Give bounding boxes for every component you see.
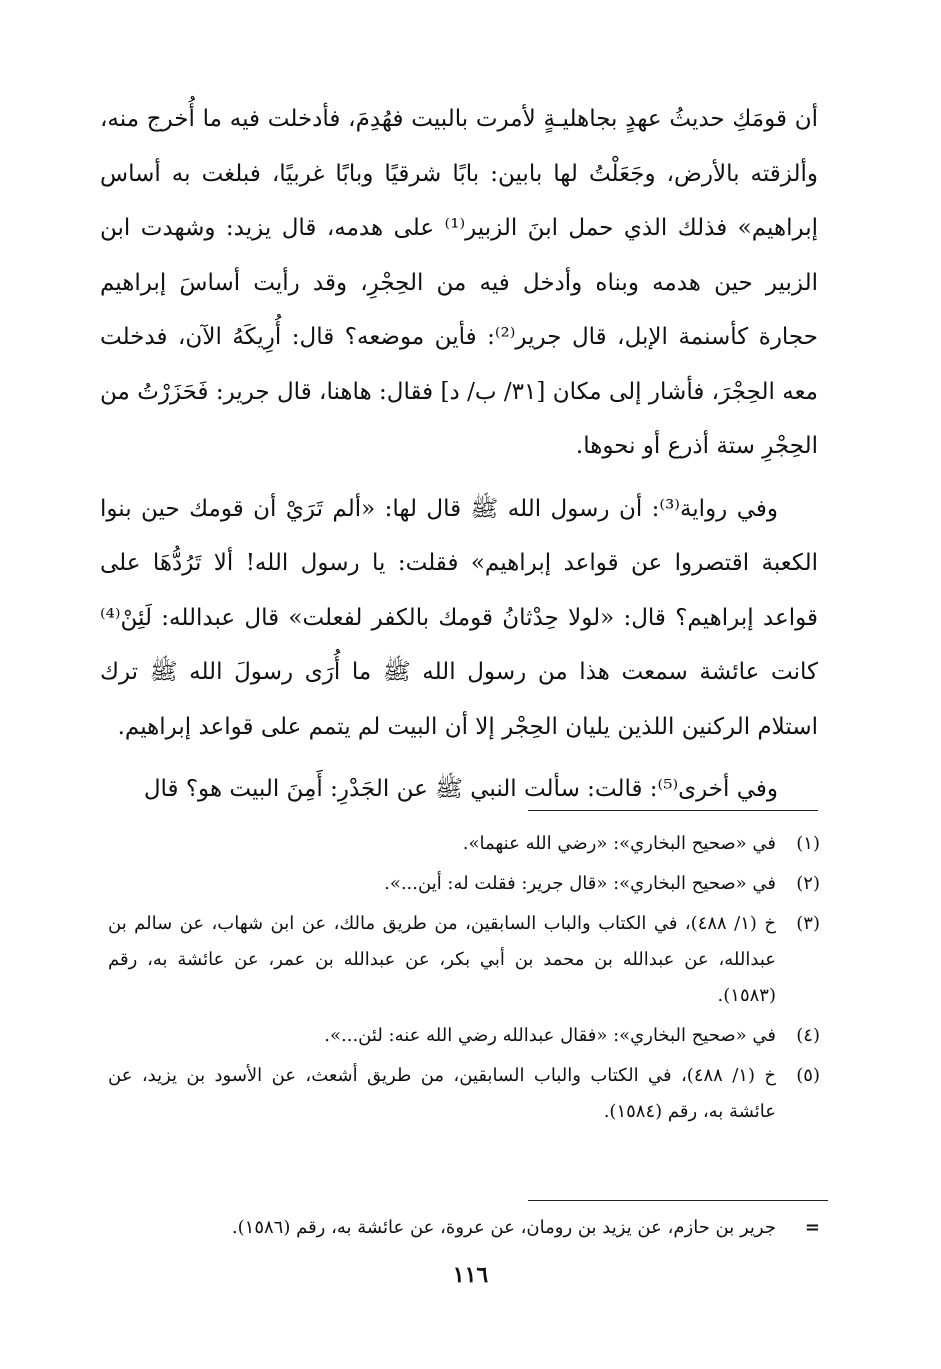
footnote-number: (٣) <box>796 913 820 934</box>
continuation-separator <box>528 1200 828 1201</box>
footnote-number: (٥) <box>796 1065 820 1086</box>
continuation-text: جرير بن حازم، عن يزيد بن رومان، عن عروة، عن عائشة به، رقم (١٥٨٦). <box>231 1217 776 1238</box>
main-paragraph-2: وفي رواية⁽³⁾: أن رسول الله ﷺ قال لها: «ألم تَرَيْ أن قومك حين بنوا الكعبة اقتصروا عن قواعد إبراهيم» فقلت: يا رسول الله! ألا تَرُدُّهَا على قواعد إبراهيم؟ قال: «لولا حِدْثانُ قومك بالكفر لفعلت» قال عبدالله: لَئِنْ⁽⁴⁾ كانت عائشة سمعت هذا من رسول الله ﷺ ما أُرَى رسولَ الله ﷺ ترك استلام الركنين اللذين يليان الحِجْر إلا أن البيت لم يتمم على قواعد إبراهيم. <box>100 495 818 740</box>
footnote-text: خ (١/ ٤٨٨)، في الكتاب والباب السابقين، من طريق مالك، عن ابن شهاب، عن سالم بن عبدالله، عن عبدالله بن محمد بن أبي بكر، عن عبدالله بن عمر، عن عائشة به، رقم (١٥٨٣). <box>108 913 777 1006</box>
footnote-5 <box>108 1058 820 1130</box>
footnote-3 <box>108 906 820 1014</box>
footnote-4 <box>108 1018 820 1054</box>
footnote-number: (٤) <box>796 1025 820 1046</box>
footnote-2 <box>108 866 820 902</box>
continuation-marker: = <box>804 1217 820 1238</box>
footnote-text: خ (١/ ٤٨٨)، في الكتاب والباب السابقين، من طريق أشعث، عن الأسود بن يزيد، عن عائشة به، رقم (١٥٨٤). <box>108 1065 776 1122</box>
footnote-number: (١) <box>796 833 820 854</box>
footnote-text: في «صحيح البخاري»: «قال جرير: فقلت له: أين...». <box>384 873 776 894</box>
footnote-1 <box>108 826 820 862</box>
footnote-number: (٢) <box>796 873 820 894</box>
footnote-continuation <box>108 1210 820 1246</box>
main-text-body <box>100 92 818 817</box>
main-paragraph-3: وفي أخرى⁽⁵⁾: قالت: سألت النبي ﷺ عن الجَدْرِ: أَمِنَ البيت هو؟ قال <box>143 776 778 802</box>
main-paragraph-1: أن قومَكِ حديثُ عهدٍ بجاهليـةٍ لأمرت بالبيت فهُدِمَ، فأدخلت فيه ما أُخرج منه، وألزقته بالأرض، وجَعَلْتُ لها بابين: بابًا شرقيًا وبابًا غربيًا، فبلغت به أساس إبراهيم» فذلك الذي حمل ابنَ الزبير⁽¹⁾ على هدمه، قال يزيد: وشهدت ابن الزبير حين هدمه وبناه وأدخل فيه من الحِجْرِ، وقد رأيت أساسَ إبراهيم حجارة كأسنمة الإبل، قال جرير⁽²⁾: فأين موضعه؟ قال: أُرِيكَهُ الآن، فدخلت معه الحِجْرَ، فأشار إلى مكان [٣١/ ب/ د] فقال: هاهنا، قال جرير: فَحَزَرْتُ من الحِجْرِ ستة أذرع أو نحوها. <box>100 106 819 459</box>
footnote-separator <box>528 810 818 811</box>
footnotes-section <box>108 826 820 1134</box>
page-number: ١١٦ <box>452 1262 489 1288</box>
footnote-text: في «صحيح البخاري»: «فقال عبدالله رضي الله عنه: لئن...». <box>324 1025 776 1046</box>
footnote-text: في «صحيح البخاري»: «رضي الله عنهما». <box>462 833 776 854</box>
